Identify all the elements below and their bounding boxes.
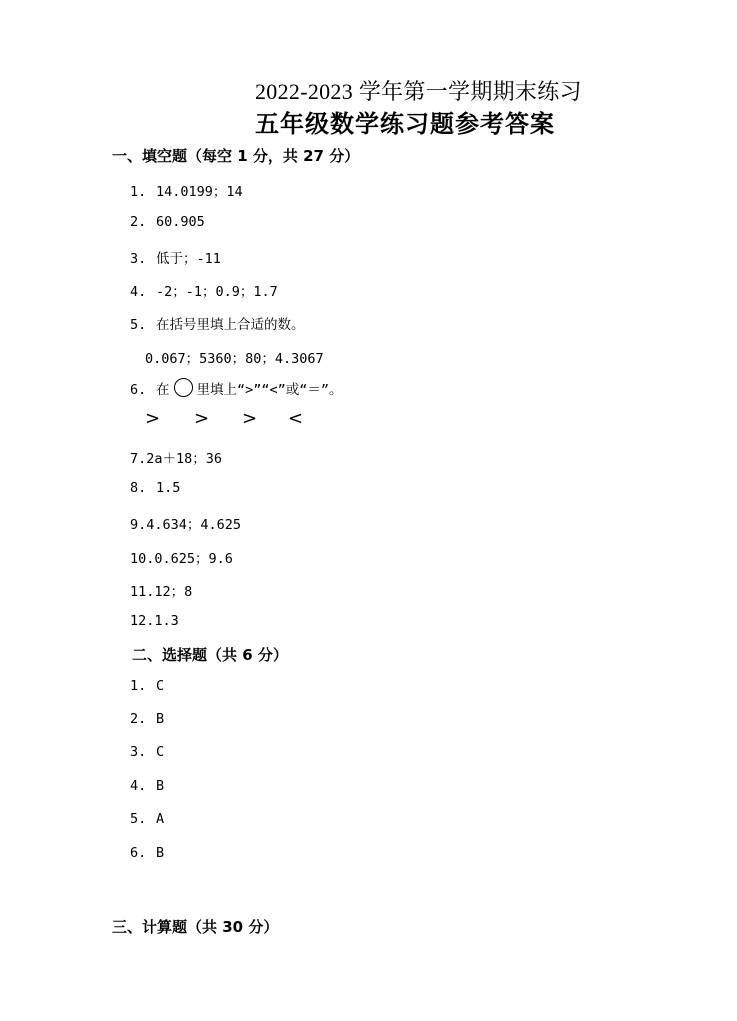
item-number: 7.	[130, 451, 147, 467]
s1-item-2	[130, 214, 205, 230]
item-number: 12.	[130, 613, 155, 629]
item-number: 10.	[130, 551, 155, 567]
item-answer: A	[156, 811, 165, 827]
s2-item-1	[130, 678, 164, 694]
item-answer: 1.5	[156, 480, 181, 496]
item-answer: 在括号里填上合适的数。	[156, 317, 305, 333]
s1-item-8	[130, 480, 180, 496]
item-number: 2.	[130, 214, 147, 230]
circle-icon	[174, 378, 193, 397]
item-number: 5.	[130, 811, 147, 827]
s1-item-5	[130, 313, 305, 333]
s2-item-2	[130, 711, 164, 727]
item-number: 1.	[130, 184, 147, 200]
s1-item-9	[130, 513, 241, 533]
item-number: 4.	[130, 284, 147, 300]
s2-item-5	[130, 811, 164, 827]
item-answer: 1.3	[154, 613, 179, 629]
s1-item-5-answers	[145, 347, 324, 367]
section2-heading: 二、选择题（共 6 分）	[132, 646, 288, 664]
item-number: 9.	[130, 517, 147, 533]
comparison-answer-1: >	[145, 408, 161, 429]
item-answer: B	[156, 711, 165, 727]
document-title-year: 2022-2023 学年第一学期期末练习	[255, 79, 582, 104]
item-number: 3.	[130, 744, 147, 760]
item-answer: 0.067；5360；80；4.3067	[145, 351, 324, 367]
item-answer: C	[156, 744, 165, 760]
item-number: 1.	[130, 678, 147, 694]
item-number: 2.	[130, 711, 147, 727]
s1-item-12	[130, 613, 179, 629]
comparison-answer-3: >	[242, 408, 258, 429]
item-prompt-after: 里填上“>”“<”或“＝”。	[196, 382, 343, 398]
item-number: 5.	[130, 317, 147, 333]
item-answer: 14.0199；14	[156, 184, 243, 200]
item-number: 6.	[130, 382, 147, 398]
item-answer: 4.634；4.625	[146, 517, 242, 533]
section3-heading: 三、计算题（共 30 分）	[112, 918, 279, 936]
item-answer: 2a＋18；36	[146, 451, 223, 467]
document-title-main: 五年级数学练习题参考答案	[255, 110, 555, 138]
s2-item-4	[130, 778, 164, 794]
item-number: 6.	[130, 845, 147, 861]
item-answer: -2；-1；0.9；1.7	[156, 284, 278, 300]
item-number: 8.	[130, 480, 147, 496]
item-answer: 低于；-11	[156, 251, 221, 267]
item-answer: 12；8	[154, 584, 193, 600]
item-answer: B	[156, 778, 165, 794]
item-number: 11.	[130, 584, 155, 600]
item-number: 4.	[130, 778, 147, 794]
item-answer: B	[156, 845, 165, 861]
item-answer: 60.905	[156, 214, 205, 230]
item-number: 3.	[130, 251, 147, 267]
s1-item-11	[130, 580, 192, 600]
s2-item-6	[130, 845, 164, 861]
s2-item-3	[130, 744, 164, 760]
item-answer: 0.625；9.6	[154, 551, 233, 567]
item-answer: C	[156, 678, 165, 694]
comparison-answer-4: <	[288, 408, 304, 429]
s1-item-10	[130, 547, 233, 567]
s1-item-3	[130, 247, 221, 267]
s1-item-7	[130, 447, 222, 467]
comparison-answer-2: >	[194, 408, 210, 429]
section1-heading: 一、填空题（每空 1 分，共 27 分）	[112, 147, 360, 165]
item-prompt-before: 在	[156, 382, 170, 398]
s1-item-4	[130, 280, 278, 300]
s1-item-6	[130, 378, 343, 398]
s1-item-1	[130, 180, 243, 200]
